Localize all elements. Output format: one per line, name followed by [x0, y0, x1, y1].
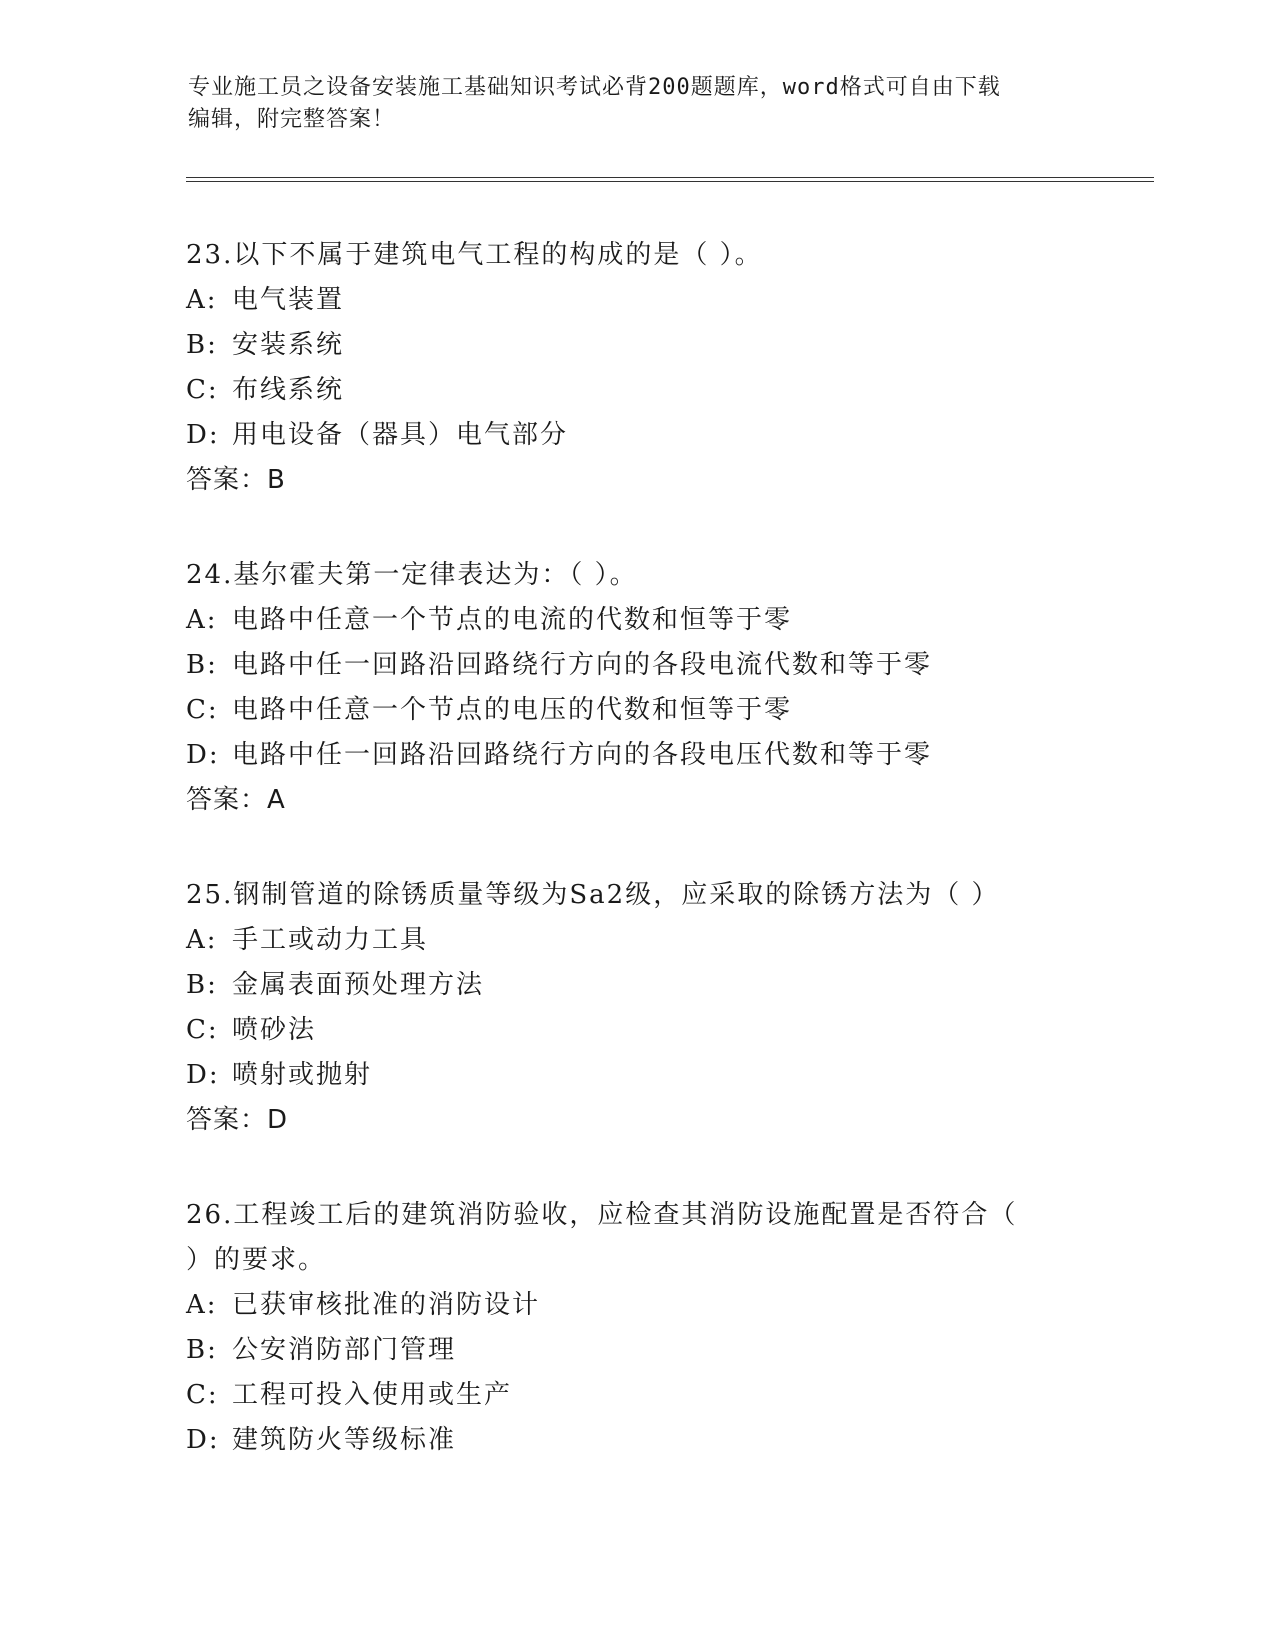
header-divider-bottom [186, 181, 1154, 182]
option-key: B: [186, 1335, 218, 1365]
question-stem-line-1: 26.工程竣工后的建筑消防验收，应检查其消防设施配置是否符合（ [186, 1200, 1018, 1230]
header-divider-top [186, 177, 1154, 178]
question-stem: 24.基尔霍夫第一定律表达为：（ ）。 [186, 560, 638, 590]
question-stem: 23.以下不属于建筑电气工程的构成的是（ ）。 [186, 240, 763, 270]
option-c [186, 688, 1186, 733]
option-key: C: [186, 1380, 219, 1410]
option-key: A: [186, 605, 218, 635]
option-text: 用电设备（器具）电气部分 [232, 420, 569, 450]
option-text: 电路中任意一个节点的电压的代数和恒等于零 [232, 695, 793, 725]
option-d [186, 413, 1186, 458]
answer-line: 答案：B [186, 465, 286, 495]
option-b [186, 1328, 1186, 1373]
option-a [186, 278, 1186, 323]
option-text: 电路中任意一个节点的电流的代数和恒等于零 [232, 605, 793, 635]
option-key: C: [186, 695, 219, 725]
option-text: 喷射或抛射 [232, 1060, 373, 1090]
option-text: 布线系统 [232, 375, 345, 405]
option-a [186, 1283, 1186, 1328]
option-key: B: [186, 970, 218, 1000]
option-key: A: [186, 925, 218, 955]
option-text: 建筑防火等级标准 [232, 1425, 457, 1455]
option-b [186, 643, 1186, 688]
option-c [186, 1373, 1186, 1418]
header-title-line-1: 专业施工员之设备安装施工基础知识考试必背200题题库，word格式可自由下载 [188, 75, 1001, 100]
question-26 [186, 1193, 1186, 1463]
option-d [186, 1418, 1186, 1463]
question-24 [186, 553, 1186, 823]
option-key: C: [186, 1015, 219, 1045]
option-text: 电路中任一回路沿回路绕行方向的各段电流代数和等于零 [232, 650, 933, 680]
option-key: D: [186, 740, 220, 770]
option-text: 手工或动力工具 [232, 925, 429, 955]
option-key: C: [186, 375, 219, 405]
option-text: 已获审核批准的消防设计 [232, 1290, 541, 1320]
option-text: 金属表面预处理方法 [232, 970, 485, 1000]
option-a [186, 598, 1186, 643]
option-d [186, 1053, 1186, 1098]
option-key: B: [186, 330, 218, 360]
option-c [186, 368, 1186, 413]
option-text: 公安消防部门管理 [232, 1335, 457, 1365]
option-text: 电路中任一回路沿回路绕行方向的各段电压代数和等于零 [232, 740, 933, 770]
question-stem: 25.钢制管道的除锈质量等级为Sa2级，应采取的除锈方法为（ ） [186, 880, 1000, 910]
option-key: A: [186, 285, 218, 315]
option-key: B: [186, 650, 218, 680]
answer-line: 答案：D [186, 1105, 289, 1135]
header-title-line-2: 编辑，附完整答案！ [188, 107, 396, 132]
option-text: 喷砂法 [232, 1015, 317, 1045]
option-key: A: [186, 1290, 218, 1320]
question-stem-line-2: ）的要求。 [186, 1245, 327, 1275]
option-c [186, 1008, 1186, 1053]
option-text: 安装系统 [232, 330, 345, 360]
question-23 [186, 233, 1186, 503]
question-25 [186, 873, 1186, 1143]
document-header [188, 72, 1088, 136]
option-a [186, 918, 1186, 963]
option-b [186, 323, 1186, 368]
answer-line: 答案：A [186, 785, 286, 815]
option-text: 电气装置 [232, 285, 345, 315]
option-text: 工程可投入使用或生产 [232, 1380, 513, 1410]
option-key: D: [186, 1060, 220, 1090]
option-key: D: [186, 1425, 220, 1455]
option-d [186, 733, 1186, 778]
option-key: D: [186, 420, 220, 450]
option-b [186, 963, 1186, 1008]
